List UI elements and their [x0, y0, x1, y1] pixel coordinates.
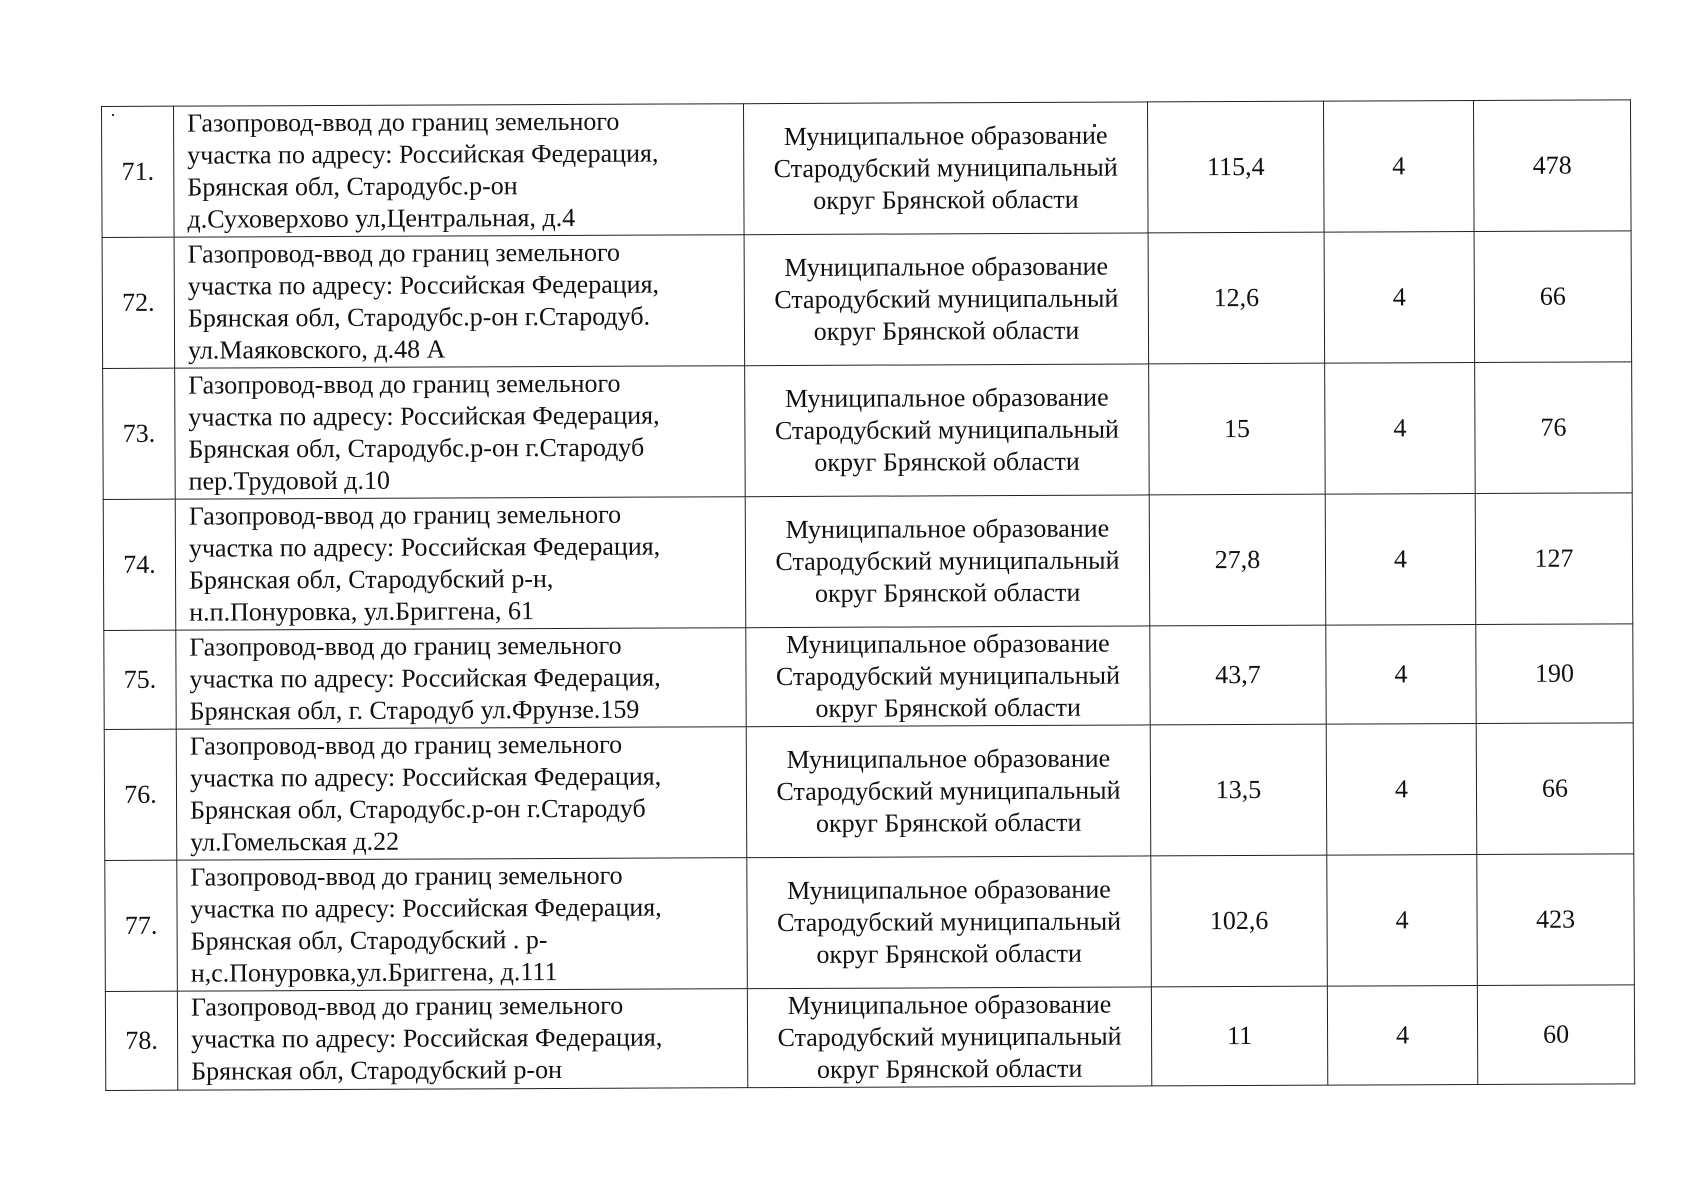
- address-line: Брянская обл, Стародубский р-н,: [189, 564, 554, 595]
- row-number: 76.: [104, 729, 177, 860]
- address-line: участка по адресу: Российская Федерация,: [187, 269, 660, 301]
- address-line: Газопровод-ввод до границ земельного: [188, 368, 621, 400]
- category-cell: 4: [1325, 363, 1476, 495]
- owner-line: Муниципальное образование: [786, 743, 1111, 775]
- table-row: [103, 362, 1633, 500]
- owner-line: Муниципальное образование: [783, 120, 1108, 152]
- address-line: Брянская обл, Стародубский . р-: [190, 925, 548, 956]
- address-line: д.Суховерхово ул,Центральная, д.4: [187, 202, 576, 234]
- owner-line: Стародубский муниципальный: [776, 906, 1122, 938]
- length-cell: 43,7: [1150, 625, 1326, 725]
- length-cell: 11: [1151, 986, 1327, 1086]
- value-cell: 478: [1473, 100, 1631, 232]
- owner-line: округ Брянской области: [816, 938, 1082, 969]
- address-line: Газопровод-ввод до границ земельного: [188, 499, 622, 531]
- address-line: пер.Трудовой д.10: [188, 465, 391, 496]
- object-address-cell: [174, 235, 745, 368]
- owner-cell: [745, 495, 1150, 628]
- length-cell: 13,5: [1150, 724, 1327, 856]
- length-cell: 27,8: [1149, 494, 1326, 626]
- table-row: [103, 493, 1633, 631]
- row-number: 71.: [102, 106, 175, 237]
- address-line: участка по адресу: Российская Федерация,: [189, 662, 661, 694]
- table-body: [102, 100, 1635, 1091]
- address-line: ул.Маяковского, д.48 А: [188, 334, 446, 365]
- owner-line: Стародубский муниципальный: [775, 545, 1120, 577]
- value-cell: 66: [1476, 723, 1634, 855]
- owner-line: Стародубский муниципальный: [773, 152, 1118, 184]
- address-line: н,с.Понуровка,ул.Бриггена, д.111: [190, 957, 558, 988]
- table-row: [105, 985, 1634, 1091]
- row-number: 78.: [105, 991, 177, 1090]
- table-row: [102, 231, 1632, 369]
- address-line: Брянская обл, г. Стародуб ул.Фрунзе.159: [189, 694, 640, 726]
- owner-line: округ Брянской области: [813, 315, 1080, 346]
- owner-cell: [743, 102, 1148, 235]
- address-line: Газопровод-ввод до границ земельного: [187, 237, 621, 269]
- gas-pipeline-registry-table: [101, 99, 1635, 1091]
- owner-line: округ Брянской области: [814, 577, 1081, 608]
- row-number: 74.: [103, 499, 176, 630]
- address-line: Газопровод-ввод до границ земельного: [190, 990, 624, 1022]
- category-cell: 4: [1327, 855, 1478, 987]
- length-cell: 115,4: [1147, 101, 1324, 233]
- address-line: Газопровод-ввод до границ земельного: [189, 729, 623, 761]
- address-line: участка по адресу: Российская Федерация,: [190, 892, 662, 924]
- row-number: 75.: [104, 630, 176, 729]
- owner-line: Стародубский муниципальный: [776, 775, 1121, 807]
- object-address-cell: [177, 989, 747, 1090]
- owner-line: Стародубский муниципальный: [774, 283, 1119, 315]
- row-number: 72.: [102, 237, 175, 368]
- owner-line: Муниципальное образование: [787, 874, 1111, 906]
- object-address-cell: [174, 104, 745, 237]
- object-address-cell: [175, 497, 746, 630]
- object-address-cell: [177, 858, 748, 991]
- length-cell: 12,6: [1148, 232, 1325, 364]
- table-row: [104, 723, 1634, 861]
- owner-line: округ Брянской области: [815, 807, 1082, 838]
- address-line: Брянская обл, Стародубс.р-он г.Стародуб.: [187, 301, 651, 333]
- table-row: [104, 624, 1633, 730]
- address-line: Газопровод-ввод до границ земельного: [187, 106, 620, 138]
- owner-cell: [747, 856, 1152, 989]
- address-line: участка по адресу: Российская Федерация,: [188, 531, 661, 563]
- category-cell: 4: [1325, 494, 1476, 626]
- address-line: участка по адресу: Российская Федерация,: [191, 1022, 663, 1054]
- value-cell: 127: [1475, 493, 1633, 625]
- owner-cell: [746, 626, 1150, 727]
- category-cell: 4: [1326, 625, 1476, 725]
- address-line: н.п.Понуровка, ул.Бриггена, 61: [189, 596, 535, 627]
- value-cell: 190: [1476, 624, 1633, 724]
- address-line: участка по адресу: Российская Федерация,: [188, 400, 660, 432]
- row-number: 77.: [105, 860, 178, 991]
- category-cell: 4: [1324, 232, 1475, 364]
- category-cell: 4: [1327, 986, 1477, 1086]
- table-row: [102, 100, 1632, 238]
- address-line: Газопровод-ввод до границ земельного: [190, 860, 623, 892]
- category-cell: 4: [1323, 101, 1474, 233]
- address-line: ул.Гомельская д.22: [190, 826, 400, 857]
- category-cell: 4: [1326, 724, 1477, 856]
- owner-line: округ Брянской области: [815, 692, 1081, 723]
- value-cell: 66: [1474, 231, 1632, 363]
- object-address-cell: [176, 727, 747, 860]
- owner-line: Стародубский муниципальный: [775, 660, 1121, 692]
- owner-line: Стародубский муниципальный: [774, 414, 1119, 446]
- owner-line: Муниципальное образование: [784, 382, 1109, 414]
- address-line: Брянская обл, Стародубс.р-он: [187, 171, 518, 202]
- value-cell: 60: [1477, 985, 1634, 1085]
- owner-line: Муниципальное образование: [787, 989, 1112, 1021]
- object-address-cell: [175, 366, 746, 499]
- owner-line: Муниципальное образование: [785, 513, 1110, 545]
- owner-line: Муниципальное образование: [785, 628, 1110, 660]
- table-row: [105, 854, 1635, 992]
- address-line: Брянская обл, Стародубс.р-он г.Стародуб: [190, 793, 646, 825]
- address-line: Газопровод-ввод до границ земельного: [189, 630, 622, 662]
- owner-cell: [745, 364, 1150, 497]
- owner-cell: [746, 725, 1151, 858]
- owner-line: Стародубский муниципальный: [777, 1021, 1122, 1053]
- value-cell: 76: [1475, 362, 1633, 494]
- owner-line: округ Брянской области: [813, 184, 1079, 215]
- row-number: 73.: [103, 368, 176, 499]
- owner-cell: [744, 233, 1149, 366]
- address-line: участка по адресу: Российская Федерация,: [189, 761, 662, 793]
- object-address-cell: [176, 628, 746, 729]
- owner-line: округ Брянской области: [814, 446, 1080, 477]
- length-cell: 15: [1149, 363, 1326, 495]
- length-cell: 102,6: [1151, 855, 1328, 987]
- value-cell: 423: [1477, 854, 1635, 986]
- address-line: Брянская обл, Стародубский р-он: [191, 1054, 563, 1086]
- owner-cell: [747, 987, 1151, 1088]
- address-line: Брянская обл, Стародубс.р-он г.Стародуб: [188, 432, 645, 464]
- address-line: участка по адресу: Российская Федерация,: [187, 138, 659, 170]
- owner-line: округ Брянской области: [816, 1053, 1083, 1084]
- owner-line: Муниципальное образование: [784, 251, 1109, 283]
